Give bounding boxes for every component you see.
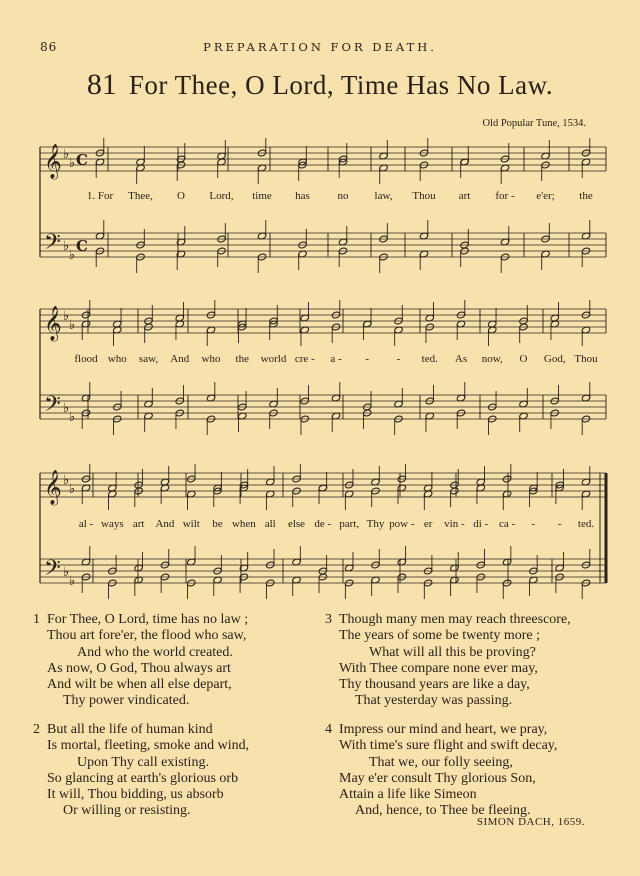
flat-icon: ♭ [69,156,76,171]
stanza-number: 3 [325,612,332,627]
lyric-syllable: who [201,353,221,365]
lyric-syllable: law, [374,190,393,202]
stanza-4 [325,722,629,820]
lyric-syllable: pow - [389,518,415,530]
lyric-syllable: e'er; [536,190,555,202]
lyric-syllable: cre - [294,353,315,365]
stanza-2 [33,722,337,820]
stanza-line: Upon Thy call existing. [77,754,209,770]
stanza-1 [33,612,337,710]
bass-clef-icon: 𝄢 [44,556,61,586]
treble-clef-icon: 𝄞 [44,144,62,179]
lyric-syllable: Thee, [128,190,153,202]
stanza-line: And, hence, to Thee be fleeing. [355,803,531,819]
treble-clef-icon: 𝄞 [44,470,62,505]
stanza-line: What will all this be proving? [369,644,536,660]
hymn-heading [0,68,640,102]
flat-icon: ♭ [69,482,76,497]
stanza-line: For Thee, O Lord, time has no law ; [47,612,249,627]
hymn-number: 81 [86,68,117,101]
lyric-syllable: - [396,353,401,365]
lyric-syllable: art [458,190,471,202]
lyric-syllable: who [107,353,127,365]
stanza-line: With Thee compare none ever may, [339,660,538,676]
stanza-line: And wilt be when all else depart, [47,677,232,693]
flat-icon: ♭ [69,318,76,333]
lyric-syllable: Lord, [209,190,234,202]
score-system-1 [38,138,608,278]
flat-icon: ♭ [69,248,76,263]
lyric-syllable: And [170,353,190,365]
lyric-syllable: God, [543,353,566,365]
lyric-line-3 [38,518,608,534]
bass-clef-icon: 𝄢 [44,230,61,260]
flat-icon: ♭ [69,574,76,589]
stanza-line: Is mortal, fleeting, smoke and wind, [47,738,250,754]
page-number: 86 [40,40,58,54]
stanza-line: Attain a life like Simeon [339,787,477,803]
lyric-syllable: when [231,518,256,530]
flat-icon: ♭ [63,309,70,324]
music-system-3 [38,464,608,604]
lyric-syllable: saw, [138,353,159,365]
lyric-syllable: - [365,353,370,365]
lyric-syllable: al - [78,518,94,530]
flat-icon: ♭ [63,147,70,162]
stanza-3 [325,612,629,710]
stanza-line: Thou art fore'er, the flood who saw, [47,628,247,644]
stanza-line: It will, Thou bidding, us absorb [47,787,224,803]
lyric-syllable: de - [314,518,332,530]
lyric-syllable: art [132,518,145,530]
stanza-line: And who the world created. [77,644,233,660]
lyric-syllable: world [260,353,287,365]
lyric-syllable: ca - [498,518,516,530]
tune-credit: Old Popular Tune, 1534. [482,118,586,129]
stanza-line: Impress our mind and heart, we pray, [339,722,548,737]
lyric-syllable: 1. For [86,190,114,202]
common-time-icon: C [76,151,88,169]
lyric-syllable: all [264,518,276,530]
stanza-line: Or willing or resisting. [63,803,191,819]
treble-clef-icon: 𝄞 [44,306,62,341]
lyric-syllable: has [295,190,310,202]
lyric-syllable: the [579,190,593,202]
stanza-line: But all the life of human kind [47,722,213,737]
score-system-2 [38,300,608,440]
lyric-syllable: And [155,518,175,530]
lyric-syllable: the [235,353,249,365]
stanza-line: That yesterday was passing. [355,693,513,709]
lyric-syllable: Thou [412,190,436,202]
lyric-syllable: flood [74,353,98,365]
stanza-line: That we, our folly seeing, [369,754,513,770]
stanza-line: Thy thousand years are like a day, [339,677,530,693]
stanza-line: May e'er consult Thy glorious Son, [339,770,536,786]
music-system-1 [38,138,608,278]
lyric-syllable: As [454,353,468,365]
lyric-line-1 [38,190,608,206]
running-head: PREPARATION FOR DEATH. [203,40,437,54]
bass-clef-icon: 𝄢 [44,392,61,422]
flat-icon: ♭ [63,239,70,254]
flat-icon: ♭ [63,401,70,416]
lyric-syllable: O [519,353,528,365]
lyric-syllable: a - [330,353,342,365]
flat-icon: ♭ [63,473,70,488]
lyric-syllable: O [177,190,185,202]
lyric-syllable: er [423,518,433,530]
lyric-syllable: ways [101,518,124,530]
lyric-syllable: di - [473,518,489,530]
flat-icon: ♭ [63,565,70,580]
lyric-syllable: - [557,518,562,530]
stanza-line: The years of some be twenty more ; [339,628,540,644]
lyric-syllable: for - [495,190,515,202]
stanza-line: So glancing at earth's glorious orb [47,770,239,786]
lyric-syllable: no [337,190,349,202]
hymn-title: For Thee, O Lord, Time Has No Law. [128,70,554,100]
stanza-line: With time's sure flight and swift decay, [339,738,558,754]
stanza-number: 4 [325,722,332,737]
lyric-syllable: else [287,518,306,530]
common-time-icon: C [76,237,88,255]
flat-icon: ♭ [69,410,76,425]
lyric-syllable: - [531,518,536,530]
stanza-line: As now, O God, Thou always art [47,660,231,676]
lyric-syllable: now, [481,353,503,365]
music-system-2 [38,300,608,440]
stanza-line: Though many men may reach threescore, [339,612,571,627]
lyric-syllable: Thou [574,353,598,365]
stanza-number: 1 [33,612,40,627]
lyric-syllable: ted. [577,518,595,530]
author-signature: SIMON DACH, 1659. [476,816,585,828]
lyric-syllable: vin - [444,518,465,530]
lyric-syllable: part, [339,518,360,530]
lyric-syllable: wilt [182,518,200,530]
stanza-line: Thy power vindicated. [63,693,190,709]
stanza-number: 2 [33,722,40,737]
lyric-line-2 [38,353,608,369]
lyric-syllable: be [212,518,223,530]
score-system-3 [38,464,608,604]
lyric-syllable: time [252,190,272,202]
lyric-syllable: Thy [366,518,385,530]
lyric-syllable: ted. [421,353,438,365]
